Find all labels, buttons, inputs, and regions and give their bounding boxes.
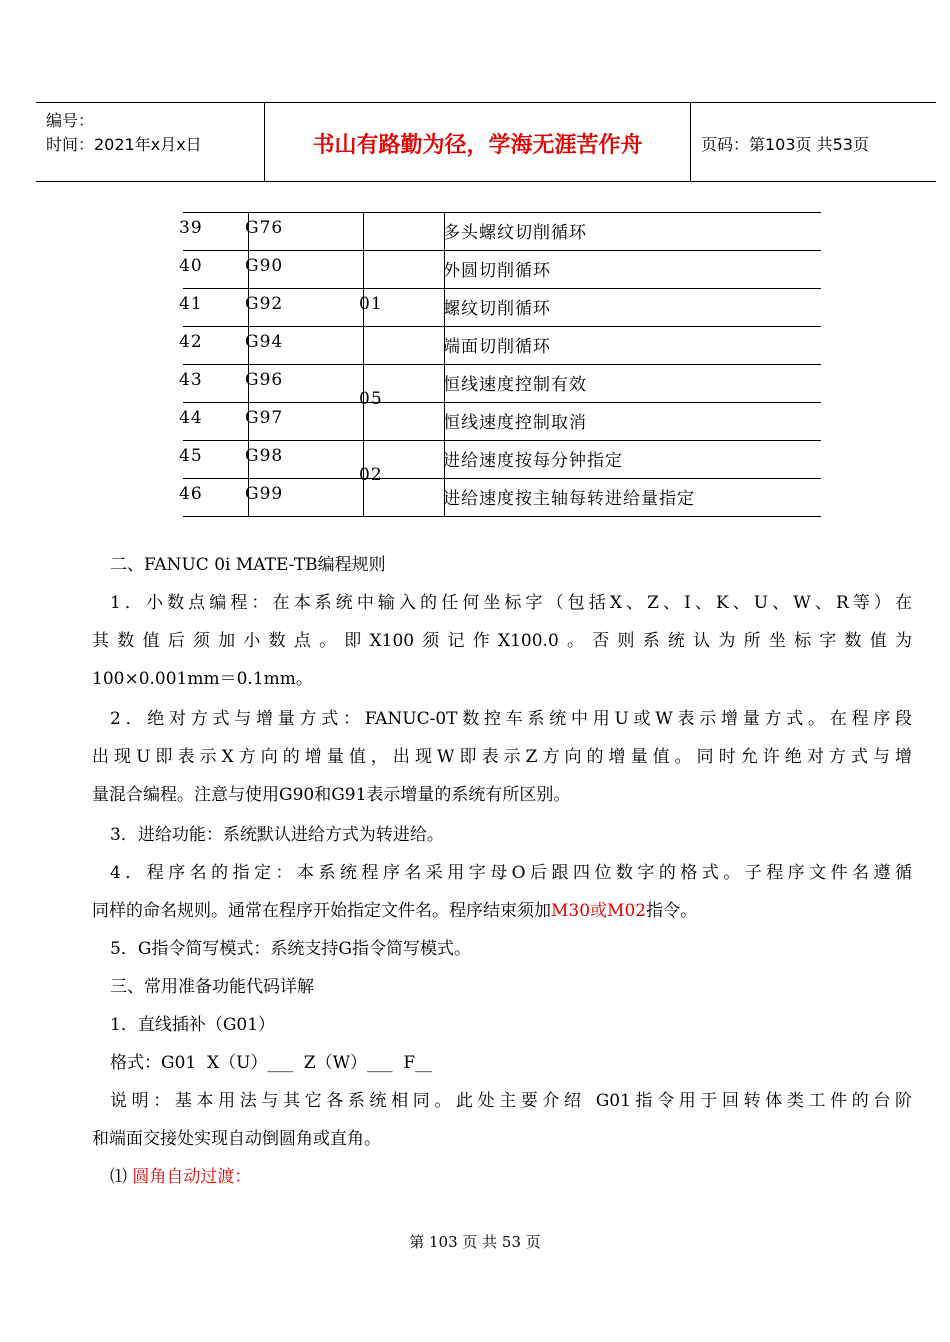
gcode-description: 端面切削循环 bbox=[443, 337, 551, 357]
g01-title: 1．直线插补（G01） bbox=[110, 1015, 276, 1035]
gcode: G99 bbox=[245, 484, 284, 504]
rule-3: 3．进给功能：系统默认进给方式为转进给。 bbox=[110, 825, 444, 845]
header-divider bbox=[690, 103, 691, 181]
row-number: 42 bbox=[179, 332, 203, 352]
rule-1: 1．小数点编程：在本系统中输入的任何坐标字（包括X、Z、I、K、U、W、R等）在 其数值后须加小数点。即X100须记作X100.0。否则系统认为所坐标字数值为 100×0.001mm＝0.1mm。 bbox=[92, 593, 912, 689]
header-meta bbox=[46, 109, 266, 157]
gcode-description: 螺纹切削循环 bbox=[443, 299, 551, 319]
gcode-description: 多头螺纹切削循环 bbox=[443, 223, 587, 243]
serial-label: 编号： bbox=[46, 111, 95, 130]
row-number: 40 bbox=[179, 256, 203, 276]
group-number: 01 bbox=[359, 294, 383, 314]
date-label: 时间：2021年x月x日 bbox=[46, 135, 202, 154]
gcode-description: 外圆切削循环 bbox=[443, 261, 551, 281]
group-number: 05 bbox=[359, 389, 383, 409]
rule-5: 5．G指令简写模式：系统支持G指令简写模式。 bbox=[110, 939, 471, 959]
gcode-description: 进给速度按主轴每转进给量指定 bbox=[443, 489, 695, 509]
row-number: 45 bbox=[179, 446, 203, 466]
row-number: 46 bbox=[179, 484, 203, 504]
gcode: G76 bbox=[245, 218, 284, 238]
gcode: G96 bbox=[245, 370, 284, 390]
item-1: ⑴ 圆角自动过渡： bbox=[110, 1167, 252, 1187]
item-1-title: 圆角自动过渡： bbox=[132, 1167, 252, 1187]
header-page-info: 页码：第103页 共53页 bbox=[701, 135, 869, 154]
gcode-description: 恒线速度控制有效 bbox=[443, 375, 587, 395]
page-header bbox=[36, 102, 936, 182]
g01-description: 说明：基本用法与其它各系统相同。此处主要介绍 G01指令用于回转体类工件的台阶 和端面交接处实现自动倒圆角或直角。 bbox=[92, 1091, 912, 1149]
header-motto: 书山有路勤为径，学海无涯苦作舟 bbox=[312, 133, 643, 158]
gcode: G90 bbox=[245, 256, 284, 276]
gcode-description: 进给速度按每分钟指定 bbox=[443, 451, 623, 471]
rule-4: 4．程序名的指定：本系统程序名采用字母O后跟四位数字的格式。子程序文件名遵循 同样的命名规则。通常在程序开始指定文件名。程序结束须加M30或M02指令。 bbox=[92, 863, 912, 921]
g01-format: 格式：G01 X（U）___ Z（W）___ F__ bbox=[110, 1053, 433, 1073]
gcode: G98 bbox=[245, 446, 284, 466]
row-number: 44 bbox=[179, 408, 203, 428]
gcode: G92 bbox=[245, 294, 284, 314]
section-3-title: 三、常用准备功能代码详解 bbox=[110, 977, 314, 997]
row-number: 39 bbox=[179, 218, 203, 238]
row-number: 41 bbox=[179, 294, 203, 314]
gcode: G94 bbox=[245, 332, 284, 352]
gcode-table bbox=[179, 212, 821, 517]
page-footer: 第 103 页 共 53 页 bbox=[409, 1233, 541, 1251]
row-number: 43 bbox=[179, 370, 203, 390]
gcode-description: 恒线速度控制取消 bbox=[443, 413, 587, 433]
rule-2: 2．绝对方式与增量方式：FANUC-0T数控车系统中用U或W表示增量方式。在程序段 出现U即表示X方向的增量值，出现W即表示Z方向的增量值。同时允许绝对方式与增 量混合编程。注意与使用G90和G91表示增量的系统有所区别。 bbox=[92, 709, 912, 805]
highlight-m30-m02: M30或M02 bbox=[551, 901, 647, 921]
gcode: G97 bbox=[245, 408, 284, 428]
section-2-title: 二、FANUC 0i MATE-TB编程规则 bbox=[110, 555, 386, 575]
group-number: 02 bbox=[359, 465, 383, 485]
